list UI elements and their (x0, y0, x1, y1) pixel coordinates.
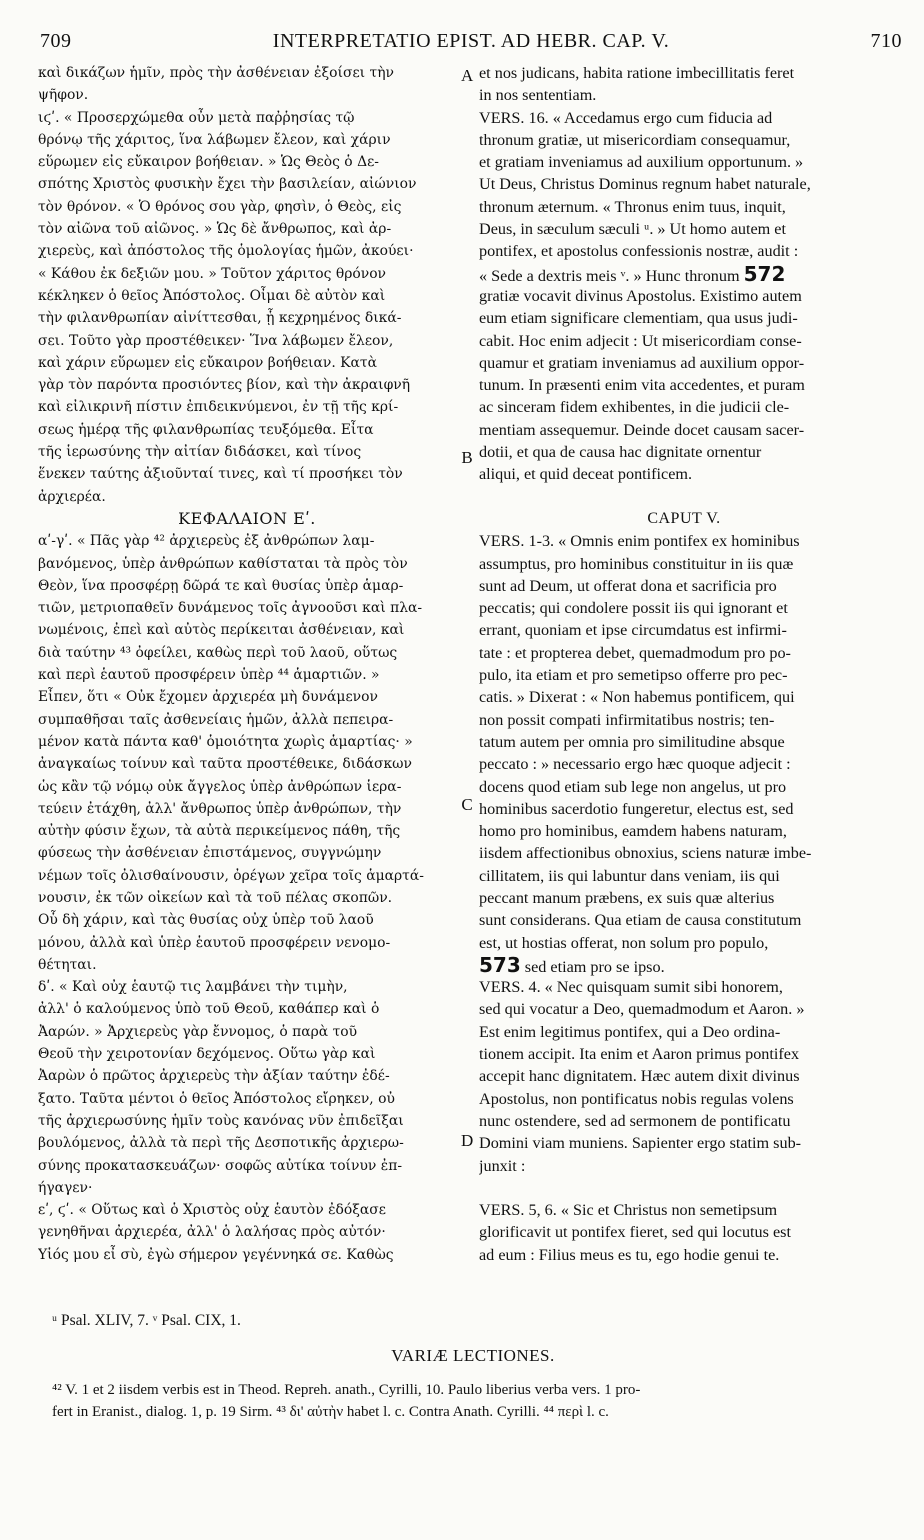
latin-line: glorificavit ut pontifex fieret, sed qui locutus est (479, 1223, 791, 1242)
greek-column (38, 62, 456, 1266)
greek-line: γενηθῆναι ἀρχιερέα, ἀλλ' ὁ λαλήσας πρὸς αὐτόν· (38, 1224, 386, 1241)
greek-line: Οὗ δὴ χάριν, καὶ τὰς θυσίας οὐχ ὑπὲρ τοῦ λαοῦ (38, 912, 374, 929)
latin-line: thronum gratiæ, ut misericordiam consequamur, (479, 130, 791, 149)
greek-line: βανόμενος, ὑπὲρ ἀνθρώπων καθίσταται τὰ πρὸς τὸν (38, 555, 408, 572)
greek-line: Εἶπεν, ὅτι « Οὐκ ἔχομεν ἀρχιερέα μὴ δυνάμενον (38, 689, 378, 706)
latin-line: errant, quoniam et ipse circumdatus est infirmi- (479, 621, 787, 640)
latin-spacer (479, 1177, 889, 1199)
greek-line: τὸν θρόνον. « Ὁ θρόνος σου γὰρ, φησὶν, ὁ Θεὸς, εἰς (38, 198, 402, 215)
greek-line: ἕνεκεν ταύτης ἀξιοῦνταί τινες, καὶ τί προσήκει τὸν (38, 466, 403, 483)
latin-line-with-page-mark (479, 263, 889, 285)
latin-line: docens quod etiam sub lege non angelus, ut pro (479, 777, 787, 796)
latin-line: eum etiam significare clementiam, qua usus judi- (479, 309, 798, 328)
latin-line: thronum æternum. « Thronus enim tuus, inquit, (479, 197, 786, 216)
latin-line: pontifex, et apostolus confessionis nostræ, audit : (479, 242, 799, 261)
latin-column (479, 62, 889, 1266)
latin-line: tate : et propterea debet, quemadmodum pro po- (479, 643, 791, 662)
greek-line: τὸν αἰῶνα τοῦ αἰῶνος. » Ὡς δὲ ἄνθρωπος, καὶ ἀρ- (38, 221, 392, 238)
latin-line: pulo, ita etiam et pro semetipso offerre pro pec- (479, 666, 788, 685)
greek-line: Υἱός μου εἶ σὺ, ἐγὼ σήμερον γεγέννηκά σε. Καθὼς (38, 1246, 394, 1263)
greek-line: κέκληκεν ὁ θεῖος Ἀπόστολος. Οἶμαι δὲ αὐτὸν καὶ (38, 287, 386, 304)
greek-line: καὶ χάριν εὕρωμεν εἰς εὔκαιρον βοήθειαν. Κατὰ (38, 354, 377, 371)
variant-reading-line: fert in Eranist., dialog. 1, p. 19 Sirm. ⁴³ δι' αὐτὴν habet l. c. Contra Anath. Cyrilli. ⁴⁴ περὶ l. c. (52, 1404, 609, 1420)
greek-line: καὶ εἰλικρινῆ πίστιν ἐπιδεικνύμενοι, ἐν τῇ τῆς κρί- (38, 399, 399, 416)
latin-line: peccant manum præbens, ex suis quæ alterius (479, 888, 775, 907)
latin-line: iisdem affectionibus obnoxius, sciens naturæ imbe- (479, 844, 812, 863)
margin-letter-b: B (461, 448, 473, 467)
greek-line: Ἀαρών. » Ἀρχιερεὺς γὰρ ἔννομος, ὁ παρὰ τοῦ (38, 1023, 358, 1040)
greek-line: « Κάθου ἐκ δεξιῶν μου. » Τοῦτον χάριτος θρόνον (38, 265, 387, 282)
variant-reading-line: ⁴² V. 1 et 2 iisdem verbis est in Theod. Repreh. anath., Cyrilli, 10. Paulo liberius verba vers. 1 pro- (52, 1382, 641, 1398)
greek-line: ξατο. Ταῦτα μέντοι ὁ θεῖος Ἀπόστολος εἴρηκεν, οὐ (38, 1090, 395, 1107)
latin-line: VERS. 1-3. « Omnis enim pontifex ex hominibus (479, 532, 800, 551)
greek-line: βουλόμενος, ἀλλὰ τὰ περὶ τῆς Δεσποτικῆς ἀρχιερω- (38, 1135, 404, 1152)
latin-line: VERS. 4. « Nec quisquam sumit sibi honorem, (479, 978, 783, 997)
greek-line: Θεὸν, ἵνα προσφέρῃ δῶρά τε καὶ θυσίας ὑπὲρ ἁμαρ- (38, 577, 404, 594)
greek-line: τῆς ἀρχιερωσύνης ἡμῖν τοὺς κανόνας νῦν ἐπιδεῖξαι (38, 1112, 404, 1129)
greek-line: σύνης προκατασκευάζων· σοφῶς αὐτίκα τοίνυν ἐπ- (38, 1157, 403, 1174)
latin-line: assumptus, pro hominibus constituitur in iis quæ (479, 554, 794, 573)
latin-line: quamur et gratiam inveniamus ad auxilium oppor- (479, 353, 805, 372)
latin-line: « Sede a dextris meis ᵛ. » Hunc thronum (479, 266, 740, 285)
greek-line: αὐτὴν φύσιν ἔχων, τὰ αὐτὰ περικείμενος πάθη, τῆς (38, 823, 401, 840)
greek-line: φύσεως τὴν ἀσθένειαν ἐπιστάμενος, συγγνώμην (38, 845, 382, 862)
latin-line: accepit hanc dignitatem. Hæc autem dixit divinus (479, 1067, 800, 1086)
latin-line: sed etiam pro se ipso. (524, 957, 665, 976)
greek-line: ήγαγεν· (38, 1179, 93, 1196)
page-number-left: 709 (40, 30, 72, 52)
greek-line: Ἀαρὼν ὁ πρῶτος ἀρχιερεὺς τὴν ἀξίαν ταύτην ἐδέ- (38, 1068, 390, 1085)
greek-line: μένον κατὰ πάντα καθ' ὁμοιότητα χωρὶς ἁμαρτίας· » (38, 733, 413, 750)
latin-line: dotii, et qua de causa hac dignitate ornentur (479, 443, 762, 462)
greek-line: εʹ, ϛʹ. « Οὕτως καὶ ὁ Χριστὸς οὐχ ἑαυτὸν ἐδόξασε (38, 1202, 386, 1219)
greek-line: θρόνῳ τῆς χάριτος, ἵνα λάβωμεν ἔλεον, καὶ χάριν (38, 131, 391, 148)
greek-line: καὶ περὶ ἑαυτοῦ προσφέρειν ὑπὲρ ⁴⁴ ἁμαρτιῶν. » (38, 667, 380, 684)
greek-line: καὶ δικάζων ἡμῖν, πρὸς τὴν ἀσθένειαν ἐξοίσει τὴν (38, 65, 394, 81)
scripture-footnotes: ᵘ Psal. XLIV, 7. ᵛ Psal. CIX, 1. (52, 1312, 241, 1329)
greek-line: Θεοῦ τὴν χειροτονίαν δεχόμενος. Οὕτω γὰρ καὶ (38, 1046, 376, 1063)
latin-line: Ut Deus, Christus Dominus regnum habet naturale, (479, 175, 811, 194)
latin-line: homo pro hominibus, eamdem habens naturam, (479, 822, 787, 841)
latin-line-with-page-mark (479, 954, 889, 976)
latin-line: et gratiam inveniamus ad auxilium opportunum. » (479, 153, 804, 172)
latin-line: sunt ad Deum, ut offerat dona et sacrificia pro (479, 576, 777, 595)
latin-spacer (479, 486, 889, 508)
latin-line: tunum. In præsenti enim vita accedentes, et puram (479, 376, 805, 395)
greek-line: σπότης Χριστὸς φυσικὴν ἔχει τὴν βασιλείαν, αἰώνιον (38, 176, 417, 193)
greek-line: θέτηται. (38, 956, 97, 973)
greek-line: νωμένοις, ἐπεὶ καὶ αὐτὸς περίκειται ἀσθένειαν, καὶ (38, 622, 405, 639)
margin-letter-d: D (461, 1131, 474, 1150)
latin-line: est, ut hostias offerat, non solum pro populo, (479, 933, 769, 952)
latin-line: hominibus sacerdotio fungeretur, electus est, sed (479, 799, 794, 818)
latin-line: in nos sententiam. (479, 86, 597, 105)
greek-line: τεύειν ἐτάχθη, ἀλλ' ἄνθρωπος ὑπὲρ ἀνθρώπων, τὴν (38, 800, 402, 817)
greek-line: τῆς ἱερωσύνης τὴν αἰτίαν διδάσκει, καὶ τίνος (38, 444, 362, 461)
greek-line: χιερεὺς, καὶ ἀπόστολος τῆς ὁμολογίας ἡμῶν, ἀκούει· (38, 243, 414, 260)
greek-line: ιϛʹ. « Προσερχώμεθα οὖν μετὰ παῤῥησίας τῷ (38, 109, 355, 126)
greek-line: τὴν φιλανθρωπίαν αἰνίττεσθαι, ᾗ κεχρημένος δικά- (38, 310, 402, 327)
greek-line: τιῶν, μετριοπαθεῖν δυνάμενος τοῖς ἀγνοοῦσι καὶ πλα- (38, 600, 423, 617)
greek-line: μόνου, ἀλλὰ καὶ ὑπὲρ ἑαυτοῦ προσφέρειν νενομο- (38, 934, 391, 951)
greek-line: σεως ἡμέρᾳ τῆς φιλανθρωπίας τευξόμεθα. Εἶτα (38, 421, 374, 438)
greek-line: νουσιν, ἐκ τῶν οἰκείων καὶ τὰ τοῦ πέλας σκοπῶν. (38, 889, 393, 906)
greek-line: ψῆφον. (38, 87, 89, 104)
latin-line: ad eum : Filius meus es tu, ego hodie genui te. (479, 1245, 780, 1264)
latin-line: catis. » Dixerat : « Non habemus pontificem, qui (479, 688, 795, 707)
latin-line: ac sinceram fidem exhibentes, in die judicii cle- (479, 398, 790, 417)
greek-line: σει. Τοῦτο γὰρ προστέθεικεν· Ἵνα λάβωμεν ἔλεον, (38, 332, 394, 349)
latin-line: sunt considerans. Qua etiam de causa constitutum (479, 911, 802, 930)
latin-line: tionem accipit. Ita enim et Aaron primus pontifex (479, 1045, 800, 1064)
greek-line: ὡς κἂν τῷ νόμῳ οὐκ ἄγγελος ὑπὲρ ἀνθρώπων ἱερα- (38, 778, 402, 795)
margin-letter-c: C (461, 795, 473, 814)
latin-line: cillitatem, iis qui labuntur dans veniam, iis qui (479, 866, 780, 885)
greek-line: αʹ-γʹ. « Πᾶς γὰρ ⁴² ἀρχιερεὺς ἐξ ἀνθρώπων λαμ- (38, 533, 375, 550)
latin-line: mentiam assequemur. Deinde docet causam sacer- (479, 420, 805, 439)
latin-chapter-heading: CAPUT V. (647, 509, 721, 527)
greek-chapter-heading: ΚΕΦΑΛΑΙΟΝ Εʹ. (178, 508, 316, 528)
latin-line: aliqui, et quid deceat pontificem. (479, 465, 693, 484)
latin-line: Deus, in sæculum sæculi ᵘ. » Ut homo autem et (479, 220, 786, 239)
latin-line: Apostolus, non pontificatus nobis regulas volens (479, 1089, 794, 1108)
page-number-right: 710 (870, 30, 902, 52)
latin-line: VERS. 5, 6. « Sic et Christus non semetipsum (479, 1201, 778, 1220)
greek-line: ἀρχιερέα. (38, 488, 106, 505)
latin-line: nunc ostendere, sed ad sermonem de pontificatu (479, 1111, 791, 1130)
greek-line: συμπαθῆσαι ταῖς ἀσθενείαις ἡμῶν, ἀλλὰ πεπειρα- (38, 711, 394, 728)
latin-line: Domini viam muniens. Sapienter ergo statim sub- (479, 1134, 802, 1153)
greek-line: ἀλλ' ὁ καλούμενος ὑπὸ τοῦ Θεοῦ, καθάπερ καὶ ὁ (38, 1001, 380, 1018)
latin-line: tatum autem per omnia pro similitudine absque (479, 732, 785, 751)
original-page-marker: 573 (479, 953, 521, 977)
original-page-marker: 572 (743, 262, 786, 285)
latin-line: gratiæ vocavit divinus Apostolus. Existimo autem (479, 286, 802, 305)
latin-line: VERS. 16. « Accedamus ergo cum fiducia ad (479, 108, 773, 127)
latin-line: junxit : (479, 1156, 526, 1175)
variae-lectiones-title: VARIÆ LECTIONES. (391, 1346, 555, 1365)
running-title: INTERPRETATIO EPIST. AD HEBR. CAP. V. (272, 30, 670, 52)
latin-line: peccatis; qui condolere possit iis qui ignorant et (479, 599, 788, 618)
latin-line: non possit compati infirmitatibus nostris; ten- (479, 710, 775, 729)
greek-line: ἀναγκαίως τοίνυν καὶ ταῦτα προστέθεικε, διδάσκων (38, 756, 412, 773)
latin-line: cabit. Hoc enim adjecit : Ut misericordiam conse- (479, 331, 802, 350)
greek-line: εὕρωμεν εἰς εὔκαιρον βοήθειαν. » Ὡς Θεὸς ὁ Δε- (38, 154, 380, 171)
running-header (40, 30, 902, 60)
latin-line: sed qui vocatur a Deo, quemadmodum et Aaron. » (479, 1000, 805, 1019)
greek-line: διὰ ταύτην ⁴³ ὀφείλει, καθὼς περὶ τοῦ λαοῦ, οὕτως (38, 644, 398, 661)
greek-line: γὰρ τὸν παρόντα προσιόντες βίον, καὶ τὴν ἀκραιφνῆ (38, 377, 411, 394)
margin-letter-a: A (461, 66, 474, 85)
latin-line: Est enim legitimus pontifex, qui a Deo ordina- (479, 1022, 781, 1041)
latin-line: et nos judicans, habita ratione imbecillitatis feret (479, 64, 795, 82)
greek-line: δʹ. « Καὶ οὐχ ἑαυτῷ τις λαμβάνει τὴν τιμὴν, (38, 979, 348, 996)
latin-line: peccato : » necessario ergo hæc quoque adjecit : (479, 755, 791, 774)
greek-line: νέμων τοῖς ὀλισθαίνουσιν, ὀρέγων χεῖρα τοῖς ἁμαρτά- (38, 867, 424, 884)
